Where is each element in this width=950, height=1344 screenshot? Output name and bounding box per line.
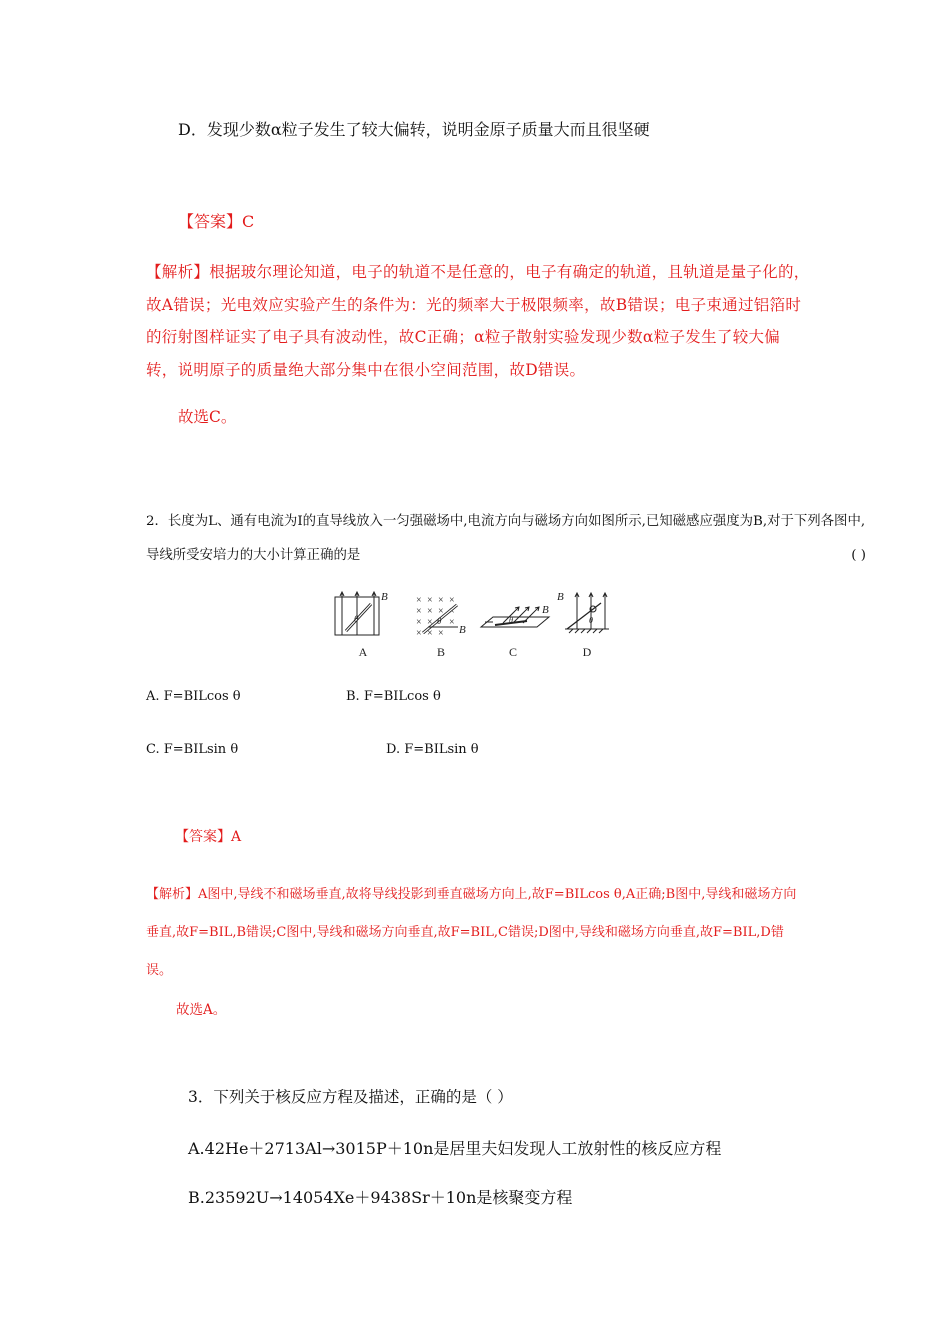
- cross-mark: ×: [427, 606, 433, 617]
- figure-panel-a: [335, 591, 388, 635]
- figure-a-angle-label: θ: [354, 614, 359, 624]
- cross-mark: ×: [449, 606, 455, 617]
- figure-panel-c: [481, 604, 549, 627]
- q1-choose: 故选C。: [178, 408, 237, 426]
- figure-label-a: A: [358, 645, 368, 659]
- cross-mark: ×: [438, 606, 444, 617]
- cross-mark: ×: [416, 617, 422, 628]
- q1-explanation: 【解析】根据玻尔理论知道，电子的轨道不是任意的，电子有确定的轨道，且轨道是量子化的，故A错误；光电效应实验产生的条件为：光的频率大于极限频率，故B错误；电子束通过铝箔时的衍射图样证实了电子具有波动性，故C正确；α粒子散射实验发现少数α粒子发生了较大偏转，说明原子的质量绝大部分集中在很小空间范围，故D错误。: [146, 263, 810, 379]
- q2-option-b: B. F=BILcos θ: [346, 689, 441, 704]
- figure-label-c: C: [508, 645, 518, 659]
- q2-option-d: D. F=BILsin θ: [386, 742, 479, 757]
- cross-mark: ×: [416, 606, 422, 617]
- figure-c-field-label: B: [542, 604, 549, 616]
- figure-label-b: B: [436, 645, 446, 659]
- cross-mark: ×: [427, 595, 433, 606]
- figure-d-field-label: B: [557, 591, 564, 603]
- q2-explanation: 【解析】A图中,导线不和磁场垂直,故将导线投影到垂直磁场方向上,故F=BILcos θ,A正确;B图中,导线和磁场方向垂直,故F=BIL,B错误;C图中,导线和磁场方向垂直,故F=BIL,C错误;D图中,导线和磁场方向垂直,故F=BIL,D错误。: [146, 887, 797, 978]
- q3-option-a: A.42He＋2713Al→3015P＋10n是居里夫妇发现人工放射性的核反应方程: [188, 1139, 722, 1158]
- q2-answer: 【答案】A: [175, 829, 242, 845]
- q3-stem: 3．下列关于核反应方程及描述，正确的是（ ）: [188, 1088, 513, 1106]
- q3-option-b: B.23592U→14054Xe＋9438Sr＋10n是核聚变方程: [188, 1188, 573, 1207]
- figure-label-d: D: [582, 645, 592, 659]
- q2-stem: 2．长度为L、通有电流为I的直导线放入一匀强磁场中,电流方向与磁场方向如图所示,已知磁感应强度为B,对于下列各图中,导线所受安培力的大小计算正确的是: [146, 514, 866, 563]
- q2-option-c: C. F=BILsin θ: [146, 742, 239, 757]
- figure-d-angle-label: θ: [589, 616, 593, 625]
- cross-mark: ×: [438, 628, 444, 639]
- cross-mark: ×: [427, 628, 433, 639]
- cross-mark: ×: [449, 595, 455, 606]
- figure-b-field-label: B: [459, 624, 466, 636]
- q2-choose: 故选A。: [176, 1002, 227, 1018]
- q2-option-a: A. F=BILcos θ: [146, 689, 241, 704]
- figure-c-angle-label: θ: [509, 616, 513, 625]
- cross-mark: ×: [416, 628, 422, 639]
- figure-panel-d: [557, 591, 609, 633]
- figure-a-field-label: B: [381, 591, 388, 603]
- q1-answer: 【答案】C: [178, 212, 255, 231]
- cross-mark: ×: [449, 617, 455, 628]
- q2-stem-block: [146, 505, 866, 573]
- q2-figure: [313, 589, 613, 661]
- cross-mark: ×: [438, 595, 444, 606]
- figure-b-angle-label: θ: [437, 616, 442, 626]
- q1-option-d: D．发现少数α粒子发生了较大偏转，说明金原子质量大而且很坚硬: [178, 120, 650, 139]
- q2-answer-paren: ( ): [851, 548, 866, 563]
- figure-panel-b: [416, 595, 466, 639]
- cross-mark: ×: [427, 617, 433, 628]
- cross-mark: ×: [416, 595, 422, 606]
